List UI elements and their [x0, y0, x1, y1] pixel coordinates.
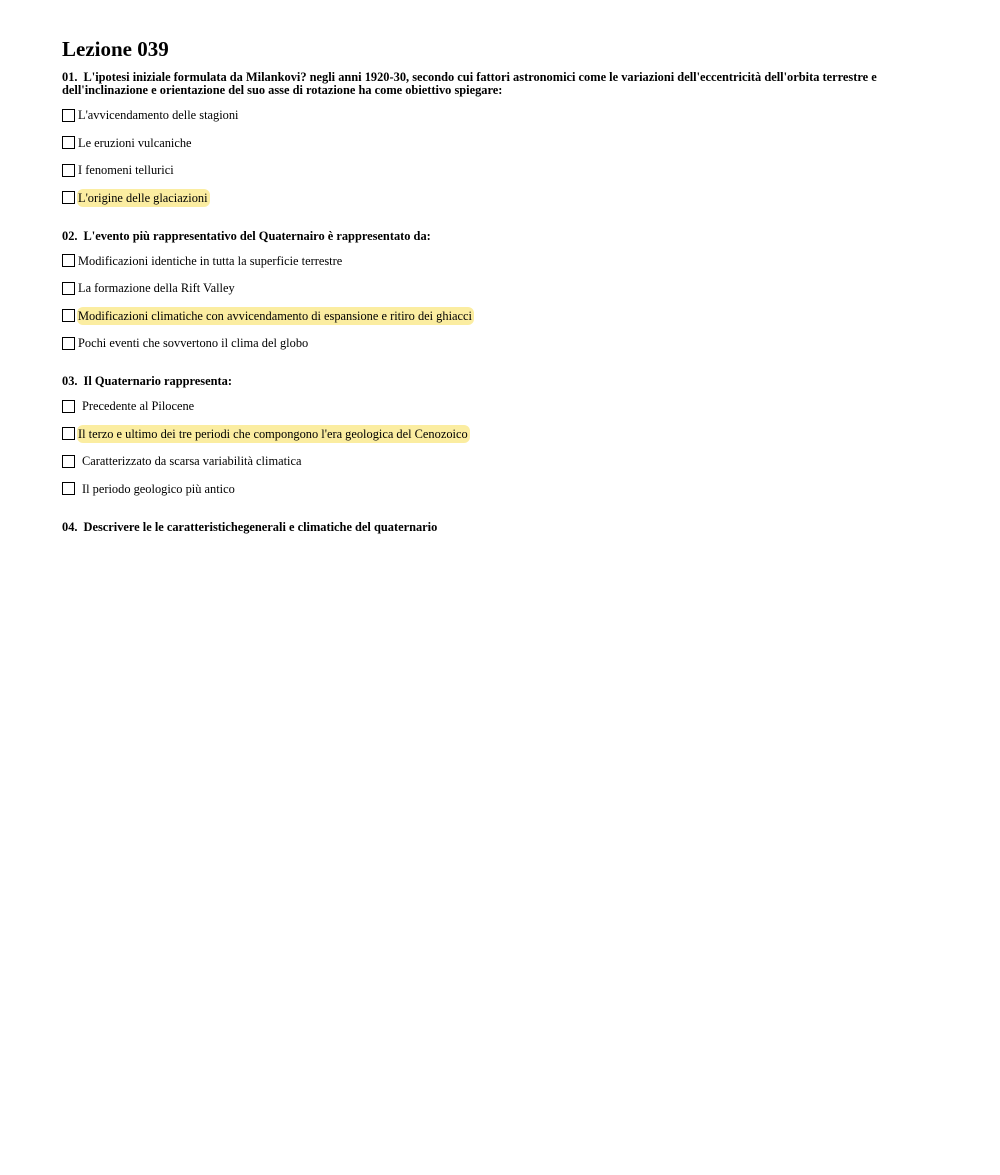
question-text: [62, 375, 942, 388]
answer-label: Il periodo geologico più antico: [82, 481, 235, 496]
answer-label: Precedente al Pilocene: [82, 399, 195, 413]
answer-option[interactable]: [62, 105, 942, 125]
answer-label: Le eruzioni vulcaniche: [78, 135, 192, 150]
question-number: 04.: [62, 519, 78, 534]
answer-option-correct[interactable]: [62, 188, 942, 208]
answer-label-highlighted: Il terzo e ultimo dei tre periodi che compongono l'era geologica del Cenozoico: [78, 426, 468, 441]
answer-label-highlighted: Modificazioni climatiche con avvicendamento di espansione e ritiro dei ghiacci: [78, 308, 472, 323]
question-prompt: Il Quaternario rappresenta:: [83, 374, 232, 388]
answer-label: L'avvicendamento delle stagioni: [78, 108, 239, 122]
question-prompt: L'evento più rappresentativo del Quaternairo è rappresentato da:: [83, 228, 431, 243]
answer-checkbox[interactable]: [62, 109, 75, 122]
question-prompt: Descrivere le le caratteristichegenerali e climatiche del quaternario: [83, 519, 438, 534]
question-text: [62, 230, 942, 243]
answer-option[interactable]: [62, 251, 942, 271]
answer-label: Modificazioni identiche in tutta la superficie terrestre: [78, 253, 343, 268]
question-number: 03.: [62, 374, 78, 388]
answer-checkbox[interactable]: [62, 427, 75, 440]
answer-checkbox[interactable]: [62, 254, 75, 267]
answer-checkbox[interactable]: [62, 309, 75, 322]
answer-checkbox[interactable]: [62, 191, 75, 204]
answer-option-correct[interactable]: [62, 424, 942, 444]
lesson-title: Lezione 039: [62, 37, 169, 61]
answer-label: Caratterizzato da scarsa variabilità climatica: [82, 454, 302, 468]
answer-option[interactable]: [62, 160, 942, 180]
question-prompt: L'ipotesi iniziale formulata da Milankovi? negli anni 1920-30, secondo cui fattori astronomici come le variazioni dell'eccentricità dell'orbita terrestre e dell'inclinazione e orientazione del suo asse di rotazione ha come obiettivo spiegare:: [62, 70, 877, 97]
answer-label: I fenomeni tellurici: [78, 163, 174, 177]
answer-option-correct[interactable]: [62, 306, 942, 326]
answer-option[interactable]: [62, 451, 942, 471]
answer-checkbox[interactable]: [62, 136, 75, 149]
question-03: [62, 375, 942, 499]
question-01: [62, 71, 942, 208]
answer-option[interactable]: [62, 278, 942, 298]
answer-options: [62, 251, 942, 354]
answer-options: [62, 396, 942, 499]
document-page: [62, 36, 942, 542]
answer-option[interactable]: [62, 396, 942, 416]
answer-checkbox[interactable]: [62, 482, 75, 495]
question-number: 01.: [62, 70, 78, 84]
question-number: 02.: [62, 228, 78, 243]
answer-label: Pochi eventi che sovvertono il clima del globo: [78, 336, 309, 350]
question-02: [62, 230, 942, 354]
answer-option[interactable]: [62, 333, 942, 353]
answer-checkbox[interactable]: [62, 455, 75, 468]
answer-checkbox[interactable]: [62, 400, 75, 413]
answer-option[interactable]: [62, 479, 942, 499]
question-04: [62, 521, 942, 534]
answer-option[interactable]: [62, 133, 942, 153]
question-text: [62, 521, 942, 534]
answer-label: La formazione della Rift Valley: [78, 281, 235, 295]
question-text: [62, 71, 942, 97]
answer-label-highlighted: L'origine delle glaciazioni: [78, 190, 208, 205]
answer-options: [62, 105, 942, 208]
answer-checkbox[interactable]: [62, 337, 75, 350]
answer-checkbox[interactable]: [62, 164, 75, 177]
answer-checkbox[interactable]: [62, 282, 75, 295]
